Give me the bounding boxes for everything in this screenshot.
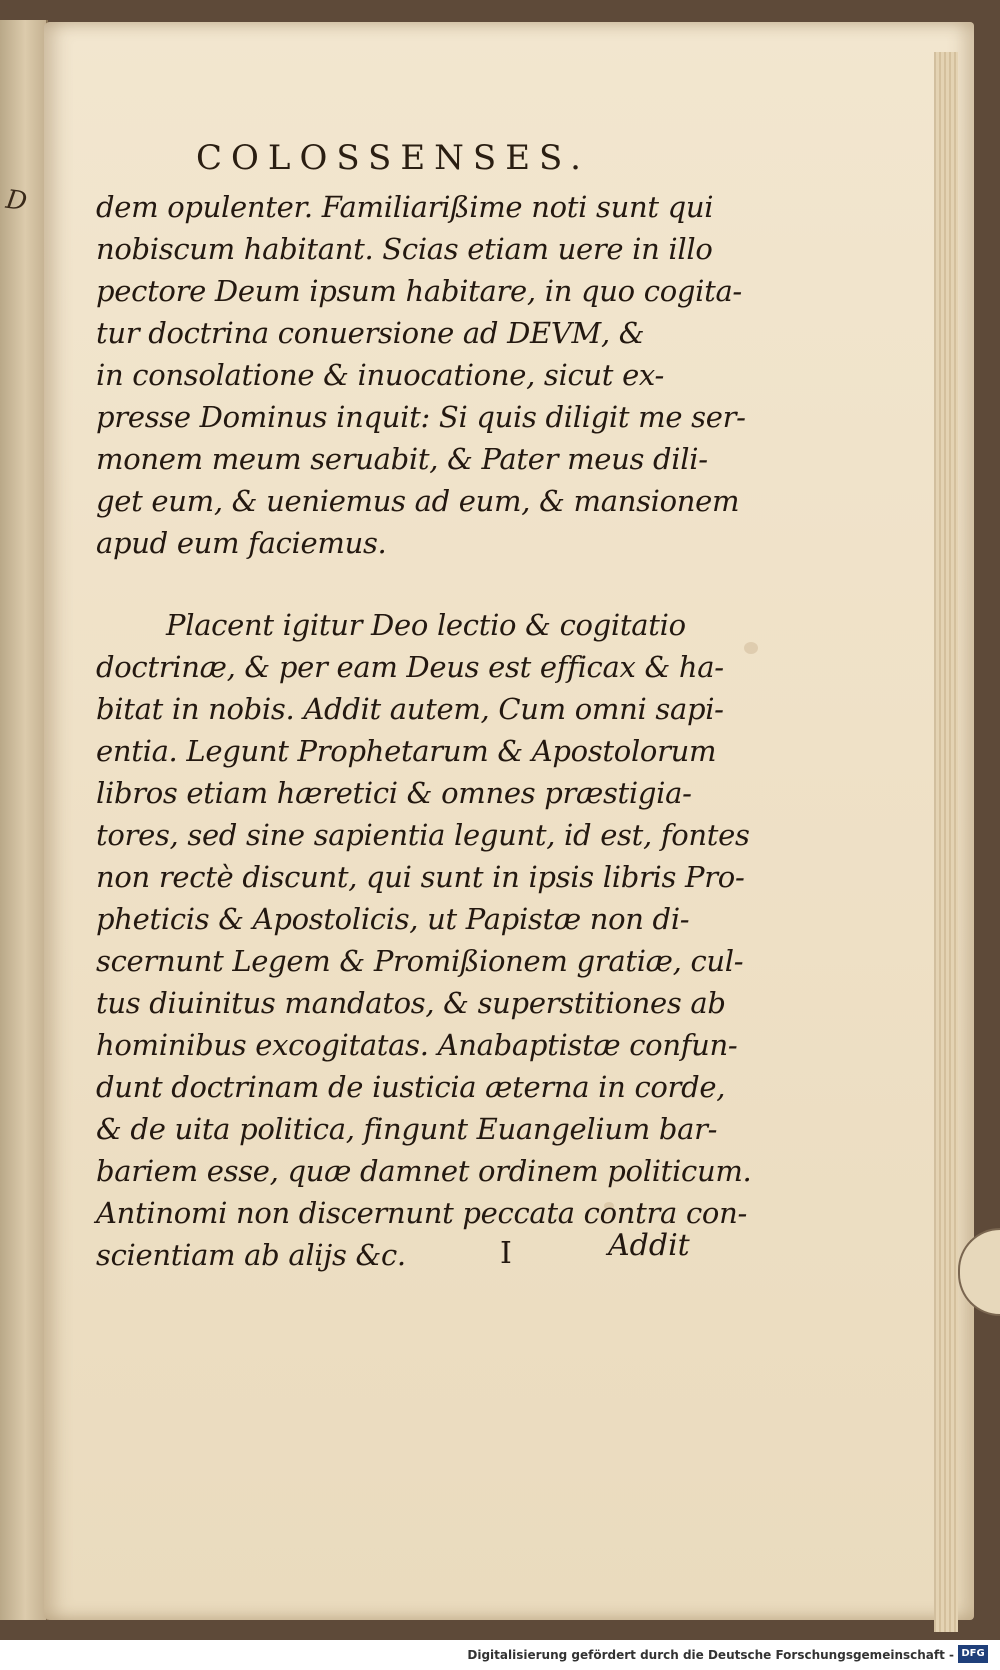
text-line: dunt doctrinam de iusticia æterna in corde, bbox=[96, 1070, 726, 1104]
text-line: bariem esse, quæ damnet ordinem politicum. bbox=[96, 1154, 752, 1188]
text-line: monem meum seruabit, & Pater meus dili- bbox=[96, 442, 708, 476]
text-line: Antinomi non discernunt peccata contra con- bbox=[96, 1196, 747, 1230]
text-line: pheticis & Apostolicis, ut Papistæ non di- bbox=[96, 902, 690, 936]
page-edges bbox=[934, 52, 958, 1632]
running-head: COLOSSENSES. bbox=[196, 138, 590, 178]
text-line: scernunt Legem & Promißionem gratiæ, cul- bbox=[96, 944, 744, 978]
text-line: dem opulenter. Familiarißime noti sunt qui bbox=[96, 190, 714, 224]
catchword: Addit bbox=[608, 1228, 690, 1263]
text-line: hominibus excogitatas. Anabaptistæ confun- bbox=[96, 1028, 738, 1062]
text-line: in consolatione & inuocatione, sicut ex- bbox=[96, 358, 664, 392]
foxing-spot bbox=[744, 642, 758, 654]
footer-credit: Digitalisierung gefördert durch die Deutsche Forschungsgemeinschaft - bbox=[467, 1648, 954, 1662]
text-line: non rectè discunt, qui sunt in ipsis libris Pro- bbox=[96, 860, 745, 894]
dfg-logo-icon: DFG bbox=[958, 1645, 988, 1663]
paragraph-2 bbox=[96, 604, 752, 1276]
footer-bar bbox=[0, 1640, 1000, 1670]
text-line: doctrinæ, & per eam Deus est efficax & ha- bbox=[96, 650, 724, 684]
text-line: pectore Deum ipsum habitare, in quo cogita- bbox=[96, 274, 742, 308]
text-line: tur doctrina conuersione ad DEVM, & bbox=[96, 316, 645, 350]
text-block bbox=[96, 186, 752, 1316]
facing-page-edge bbox=[0, 20, 48, 1620]
text-line: tus diuinitus mandatos, & superstitiones ab bbox=[96, 986, 726, 1020]
text-line: tores, sed sine sapientia legunt, id est, fontes bbox=[96, 818, 750, 852]
text-line: presse Dominus inquit: Si quis diligit me ser- bbox=[96, 400, 746, 434]
text-line: nobiscum habitant. Scias etiam uere in illo bbox=[96, 232, 713, 266]
text-line: get eum, & ueniemus ad eum, & mansionem bbox=[96, 484, 740, 518]
text-line: apud eum faciemus. bbox=[96, 526, 387, 560]
text-line: scientiam ab alijs &c. bbox=[96, 1238, 406, 1272]
text-line: Placent igitur Deo lectio & cogitatio bbox=[166, 608, 686, 642]
text-line: entia. Legunt Prophetarum & Apostolorum bbox=[96, 734, 717, 768]
text-line: bitat in nobis. Addit autem, Cum omni sapi- bbox=[96, 692, 724, 726]
text-line: libros etiam hæretici & omnes præstigia- bbox=[96, 776, 692, 810]
facing-page-letter: D bbox=[4, 184, 29, 218]
signature-mark: I bbox=[500, 1236, 512, 1271]
paragraph-1 bbox=[96, 186, 746, 564]
text-line: & de uita politica, fingunt Euangelium bar- bbox=[96, 1112, 718, 1146]
